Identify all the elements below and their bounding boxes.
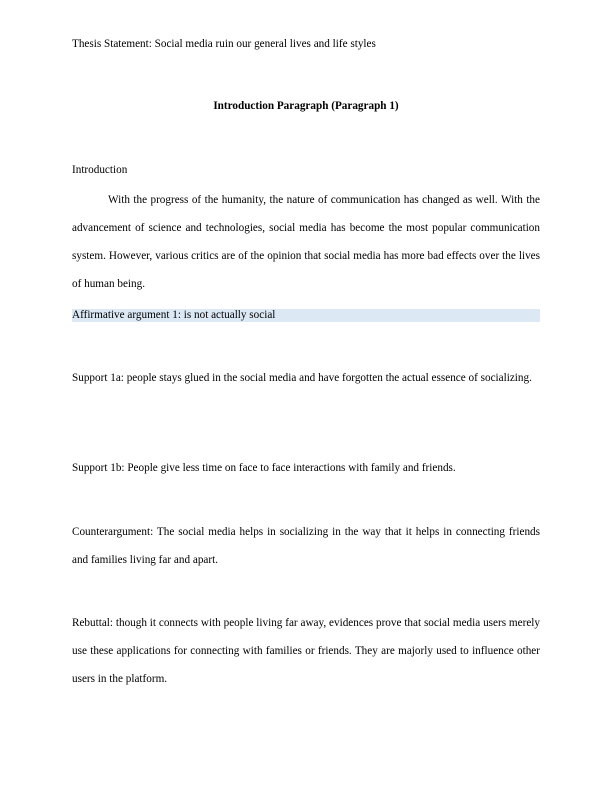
section-heading: Introduction Paragraph (Paragraph 1) <box>213 100 399 112</box>
support-1a: Support 1a: people stays glued in the social media and have forgotten the actual essence of socializing. <box>72 372 532 384</box>
affirmative-argument: Affirmative argument 1: is not actually social <box>72 309 276 321</box>
support-1b: Support 1b: People give less time on face to face interactions with family and friends. <box>72 462 456 474</box>
thesis-statement: Thesis Statement: Social media ruin our general lives and life styles <box>72 38 376 50</box>
rebuttal: Rebuttal: though it connects with people living far away, evidences prove that social media users merely use these applications for connecting with families or friends. They are majorly used to influence other users in the platform. <box>72 617 540 685</box>
counterargument: Counterargument: The social media helps in socializing in the way that it helps in connecting friends and families living far and apart. <box>72 526 540 566</box>
introduction-paragraph: With the progress of the humanity, the nature of communication has changed as well. With the advancement of science and technologies, social media has become the most popular communication system. However, various critics are of the opinion that social media has more bad effects over the lives of human being. <box>72 194 540 290</box>
introduction-label: Introduction <box>72 164 128 176</box>
